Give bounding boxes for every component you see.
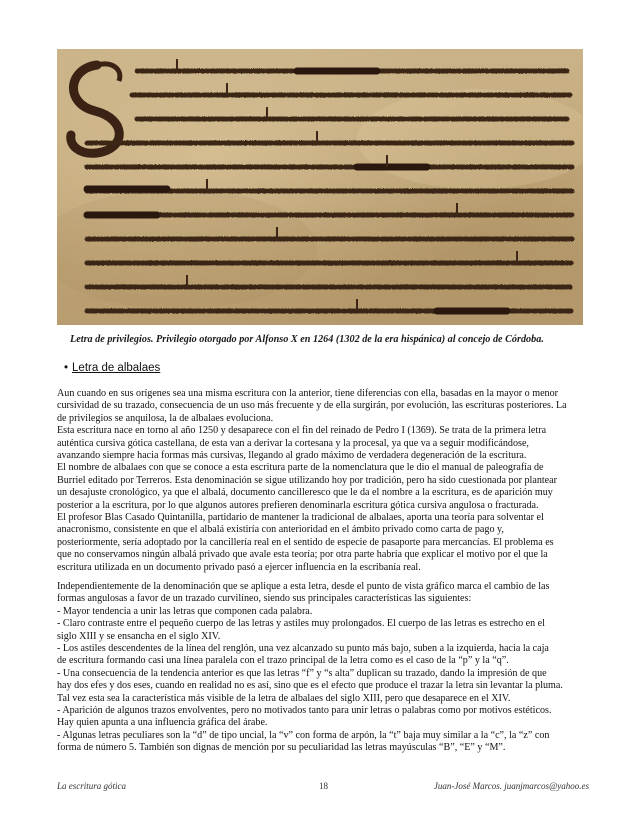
text-line: anacronismo, consistente en que el albalá existiría con anterioridad en el ámbito privado como carta de pago y,: [57, 524, 504, 536]
text-line: un desajuste cronológico, ya que el albalá, documento cancilleresco que le da el nombre a la escritura, es de aparición muy: [57, 487, 553, 499]
list-item: - Algunas letras peculiares son la “d” de tipo uncial, la “v” con forma de arpón, la “t” baja muy similar a la “c”, la “z” con: [57, 729, 550, 741]
section-heading: [64, 362, 160, 374]
text-line: Aun cuando en sus orígenes sea una misma escritura con la anterior, tiene diferencias con ella, basadas en la mayor o menor: [57, 388, 559, 399]
text-line: posterior a la escritura, por lo que algunos autores prefieren denominarla escritura gótica cursiva angulosa o fracturada.: [57, 499, 539, 511]
text-line: escritura utilizada en un documento privado pasó a ejercer influencia en la escribanía real.: [57, 561, 421, 573]
list-item: - Mayor tendencia a unir las letras que componen cada palabra.: [57, 605, 313, 617]
list-item: - Claro contraste entre el pequeño cuerpo de las letras y astiles muy prolongados. El cuerpo de las letras es estrecho en el: [57, 618, 545, 630]
section-title: Letra de albalaes: [72, 362, 161, 374]
text-line: formas angulosas a favor de un trazado curvilíneo, siendo sus principales características las siguientes:: [57, 593, 472, 605]
text-line: auténtica cursiva gótica castellana, de esta van a derivar la cortesana y la procesal, ya que va a seguir modificándose,: [57, 437, 529, 449]
text-line: hay dos efes y dos eses, cuando en realidad no es así, sino que es el efecto que produce el trazar la letra sin levantar la pluma.: [57, 680, 563, 692]
paragraph-origins: [57, 388, 589, 574]
paragraph-characteristics: [57, 581, 589, 755]
text-line: avanzando siempre hacia formas más cursivas, llegando al grado máximo de verdadera degeneración de la escritura.: [57, 450, 527, 462]
list-item: - Una consecuencia de la tendencia anterior es que las letras “f” y “s alta” duplican su trazado, dando la impresión de que: [57, 667, 547, 679]
text-line: de privilegios se anquilosa, la de albalaes evoluciona.: [57, 412, 274, 424]
page-footer: [57, 781, 589, 795]
footer-author: Juan-José Marcos. juanjmarcos@yahoo.es: [433, 781, 589, 791]
list-item: - Los astiles descendentes de la línea del renglón, una vez alcanzado su punto más bajo, suben a la izquierda, hacia la caja: [57, 643, 549, 655]
text-line: posteriormente, sería adoptado por la cancillería real en el sentido de especie de pasaporte para mercancías. El problema es: [57, 536, 554, 548]
list-item: - Aparición de algunos trazos envolventes, pero no motivados tanto para unir letras o palabras como por motivos estéticos.: [57, 705, 552, 717]
text-line: de escritura formando casi una línea paralela con el trazo principal de la letra como es el caso de la “p” y la “q”.: [57, 655, 509, 667]
text-line: siglo XIII y se ensancha en el siglo XIV.: [57, 630, 221, 642]
footer-book-title: La escritura gótica: [57, 781, 126, 791]
text-line: cursividad de su trazado, consecuencia de un uso más frecuente y de ella surgirán, por evolución, las escrituras posteriores. La: [57, 400, 567, 412]
text-line: El nombre de albalaes con que se conoce a esta escritura parte de la nomenclatura que le dio el manual de paleografía de: [57, 462, 544, 474]
text-line: forma de número 5. También son dignas de mención por su peculiaridad las letras mayúsculas “B”, “E” y “M”.: [57, 742, 506, 754]
text-line: Esta escritura nace en torno al año 1250 y desaparece con el fin del reinado de Pedro I (1369). Se trata de la primera letra: [57, 425, 547, 437]
manuscript-image: [57, 49, 583, 325]
text-line: Burriel editado por Terreros. Esta denominación se sigue utilizando hoy por tradición, pero ha sido cuestionada por plantear: [57, 474, 557, 486]
text-line: que no conservamos ningún albalá privado que avale esta teoría; por otra parte habría que explicar el motivo por el que la: [57, 549, 548, 561]
text-line: Tal vez esta sea la característica más visible de la letra de albalaes del siglo XIII, pero que desaparece en el XIV.: [57, 692, 511, 704]
image-caption: Letra de privilegios. Privilegio otorgado por Alfonso X en 1264 (1302 de la era hispánica) al concejo de Córdoba.: [70, 334, 544, 345]
text-line: Independientemente de la denominación que se aplique a esta letra, desde el punto de vista gráfico marca el cambio de las: [57, 581, 550, 592]
bullet-marker: •: [64, 362, 69, 374]
footer-page-number: 18: [319, 781, 328, 791]
text-line: El profesor Blas Casado Quintanilla, partidario de mantener la tradicional de albalaes, aporta una teoría para solventar el: [57, 512, 544, 524]
manuscript-script-illustration: [57, 49, 583, 325]
text-line: Hay quien apunta a una influencia gráfica del árabe.: [57, 717, 268, 729]
